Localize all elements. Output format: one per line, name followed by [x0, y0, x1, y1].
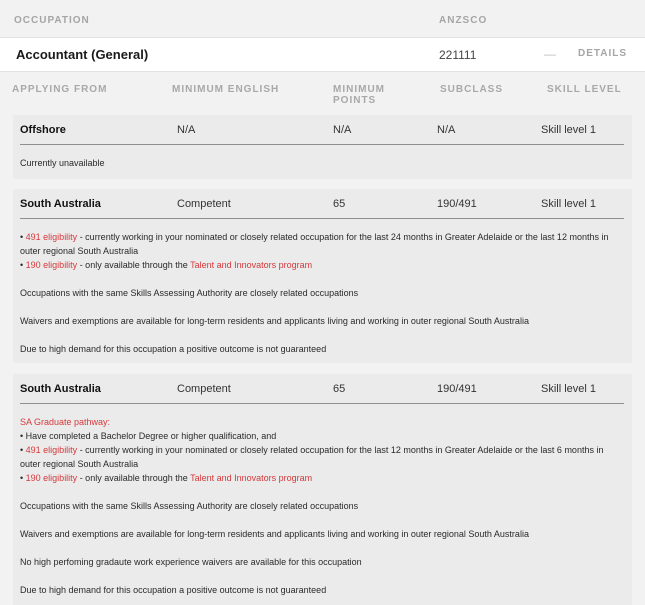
bullet: •: [20, 445, 26, 455]
min-english-header: MINIMUM ENGLISH: [172, 84, 280, 95]
talent-program-link[interactable]: Talent and Innovators program: [190, 473, 313, 483]
related-occupations-note: Occupations with the same Skills Assessing Authority are closely related occupations: [20, 501, 359, 511]
eligibility-190-bullet: [20, 258, 620, 272]
190-eligibility-text: - only available through the: [77, 473, 191, 483]
eligibility-card-sa: [13, 189, 632, 363]
related-occupations-note: Occupations with the same Skills Assessing Authority are closely related occupations: [20, 288, 359, 298]
eligibility-card-sa-graduate: [13, 374, 632, 605]
subclass-value: 190/491: [437, 383, 477, 395]
applying-from-value: Offshore: [20, 124, 66, 136]
demand-note: Due to high demand for this occupation a positive outcome is not guaranteed: [20, 344, 327, 354]
card-divider: [20, 144, 624, 145]
card-divider: [20, 218, 624, 219]
min-points-header-line1: MINIMUM: [333, 84, 385, 95]
bullet: •: [20, 473, 26, 483]
skill-level-value: Skill level 1: [541, 198, 597, 210]
eligibility-491-bullet: [20, 443, 620, 471]
applying-from-header: APPLYING FROM: [12, 84, 108, 95]
subclass-value: N/A: [437, 124, 456, 136]
skill-level-value: Skill level 1: [541, 383, 597, 395]
talent-program-link[interactable]: Talent and Innovators program: [190, 260, 313, 270]
min-english-value: Competent: [177, 383, 231, 395]
min-english-value: Competent: [177, 198, 231, 210]
applying-from-value: South Australia: [20, 198, 101, 210]
card-summary: [13, 115, 632, 145]
details-button[interactable]: DETAILS: [578, 48, 628, 59]
skill-level-header: SKILL LEVEL: [547, 84, 622, 95]
min-points-value: N/A: [333, 124, 352, 136]
card-summary: [13, 189, 632, 219]
demand-note: Due to high demand for this occupation a positive outcome is not guaranteed: [20, 585, 327, 595]
min-points-header-line2: POINTS: [333, 95, 377, 106]
491-eligibility-text: - currently working in your nominated or closely related occupation for the last 12 months in Greater Adelaide or the last 6 months in outer regional South Australia: [20, 445, 604, 469]
anzsco-code: 221111: [439, 48, 477, 62]
bullet: •: [20, 232, 26, 242]
190-eligibility-link[interactable]: 190 eligibility: [25, 473, 78, 483]
unavailable-note: Currently unavailable: [20, 158, 105, 168]
occupation-name: Accountant (General): [16, 47, 149, 62]
no-waivers-note: No high perfoming gradaute work experience waivers are available for this occupation: [20, 557, 362, 567]
491-eligibility-link[interactable]: 491 eligibility: [25, 232, 78, 242]
anzsco-header: ANZSCO: [439, 15, 488, 26]
waivers-note: Waivers and exemptions are available for long-term residents and applicants living and working in outer regional South Australia: [20, 316, 529, 326]
occupation-header: OCCUPATION: [14, 15, 90, 26]
min-points-value: 65: [333, 198, 346, 210]
collapse-dash-icon[interactable]: —: [544, 47, 556, 61]
190-eligibility-link[interactable]: 190 eligibility: [25, 260, 78, 270]
graduate-pathway-heading: SA Graduate pathway:: [20, 417, 111, 427]
applying-from-value: South Australia: [20, 383, 101, 395]
column-headers: [0, 0, 645, 37]
min-english-value: N/A: [177, 124, 196, 136]
subclass-header: SUBCLASS: [440, 84, 504, 95]
eligibility-headers: [0, 72, 645, 112]
491-eligibility-text: - currently working in your nominated or closely related occupation for the last 24 months in Greater Adelaide or the last 12 months in outer regional South Australia: [20, 232, 609, 256]
eligibility-491-bullet: [20, 230, 620, 258]
bachelor-bullet: • Have completed a Bachelor Degree or higher qualification, and: [20, 431, 277, 441]
eligibility-190-bullet: [20, 471, 620, 485]
eligibility-card-offshore: [13, 115, 632, 179]
bullet: •: [20, 260, 26, 270]
skill-level-value: Skill level 1: [541, 124, 597, 136]
min-points-value: 65: [333, 383, 346, 395]
card-divider: [20, 403, 624, 404]
subclass-value: 190/491: [437, 198, 477, 210]
card-summary: [13, 374, 632, 404]
occupation-row[interactable]: [0, 37, 645, 72]
491-eligibility-link[interactable]: 491 eligibility: [25, 445, 78, 455]
waivers-note: Waivers and exemptions are available for long-term residents and applicants living and working in outer regional South Australia: [20, 529, 529, 539]
190-eligibility-text: - only available through the: [77, 260, 191, 270]
